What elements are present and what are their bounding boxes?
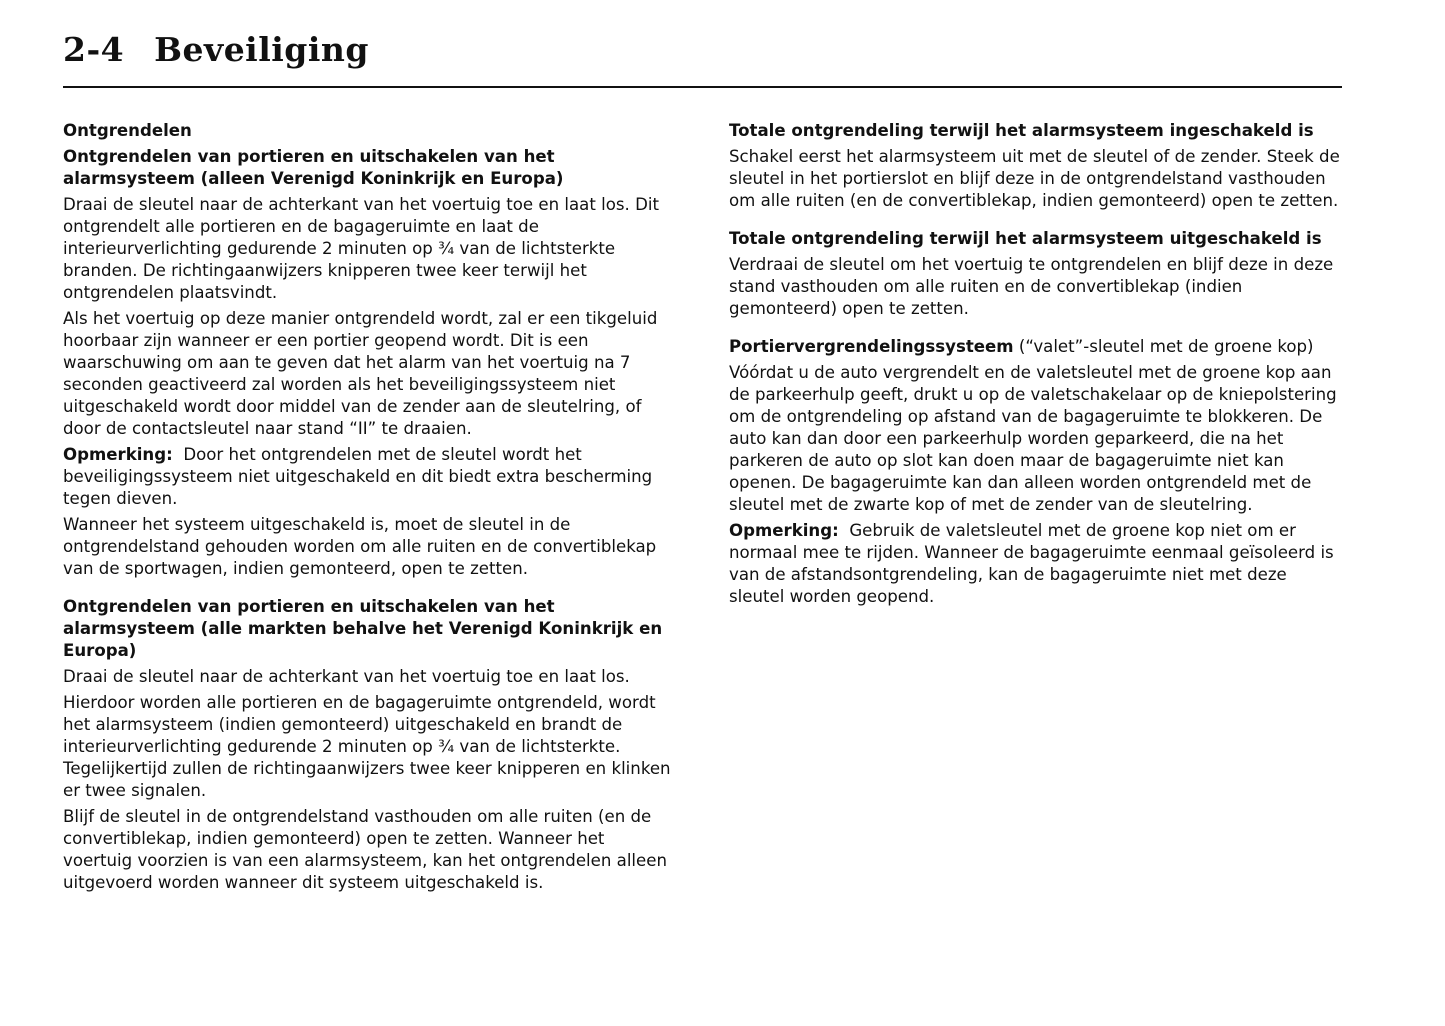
note xyxy=(729,520,1343,608)
paragraph: Draai de sleutel naar de achterkant van het voertuig toe en laat los. Dit ontgrendelt alle portieren en de bagageruimte en laat de interieurverlichting gedurende 2 minuten op ¾ van de lichtsterkte branden. De richtingaanwijzers knipperen twee keer terwijl het ontgrendelen plaatsvindt. xyxy=(63,195,659,302)
paragraph: Blijf de sleutel in de ontgrendelstand vasthouden om alle ruiten (en de convertiblekap, indien gemonteerd) open te zetten. Wanneer het voertuig voorzien is van een alarmsysteem, kan het ontgrendelen alleen uitgevoerd worden wanneer dit systeem uitgeschakeld is. xyxy=(63,807,667,892)
valet-heading: Portiervergrendelingssysteem xyxy=(729,337,1014,356)
section-title: Beveiliging xyxy=(154,30,369,69)
heading-ontgrendelen: Ontgrendelen xyxy=(63,121,192,140)
section-number: 2-4 xyxy=(63,30,125,69)
paragraph: Vóórdat u de auto vergrendelt en de valetsleutel met de groene kop aan de parkeerhulp geeft, drukt u op de valetschakelaar op de kniepolstering om de ontgrendeling op afstand van de bagageruimte te blokkeren. De auto kan dan door een parkeerhulp worden geparkeerd, die na het parkeren de auto op slot kan doen maar de bagageruimte niet kan openen. De bagageruimte kan dan alleen worden ontgrendeld met de sleutel met de zwarte kop of met de zender van de sleutelring. xyxy=(729,363,1337,514)
note xyxy=(63,444,677,510)
note-label: Opmerking: xyxy=(729,521,839,540)
note-label: Opmerking: xyxy=(63,445,173,464)
page-title xyxy=(63,30,369,69)
note-text: Door het ontgrendelen met de sleutel wordt het beveiligingssysteem niet uitgeschakeld en dit biedt extra bescherming tegen dieven. xyxy=(63,445,653,508)
paragraph: Hierdoor worden alle portieren en de bagageruimte ontgrendeld, wordt het alarmsysteem (indien gemonteerd) uitgeschakeld en brandt de interieurverlichting gedurende 2 minuten op ¾ van de lichtsterkte. Tegelijkertijd zullen de richtingaanwijzers twee keer knipperen en klinken er twee signalen. xyxy=(63,693,671,800)
paragraph: Draai de sleutel naar de achterkant van het voertuig toe en laat los. xyxy=(63,667,630,686)
paragraph: Als het voertuig op deze manier ontgrendeld wordt, zal er een tikgeluid hoorbaar zijn wanneer er een portier geopend wordt. Dit is een waarschuwing om aan te geven dat het alarm van het voertuig na 7 seconden geactiveerd zal worden als het beveiligingssysteem niet uitgeschakeld wordt door middel van de zender aan de sleutelring, of door de contactsleutel naar stand “II” te draaien. xyxy=(63,309,658,438)
note-text: Gebruik de valetsleutel met de groene kop niet om er normaal mee te rijden. Wanneer de bagageruimte eenmaal geïsoleerd is van de afstandsontgrendeling, kan de bagageruimte niet met deze sleutel worden geopend. xyxy=(729,521,1334,606)
subheading-other-markets: Ontgrendelen van portieren en uitschakelen van het alarmsysteem (alle markten behalve het Verenigd Koninkrijk en Europa) xyxy=(63,597,663,660)
right-column xyxy=(729,120,1343,612)
paragraph: Schakel eerst het alarmsysteem uit met de sleutel of de zender. Steek de sleutel in het portierslot en blijf deze in de ontgrendelstand vasthouden om alle ruiten (en de convertiblekap, indien gemonteerd) open te zetten. xyxy=(729,147,1340,210)
left-column xyxy=(63,120,677,898)
subheading-uk-europe: Ontgrendelen van portieren en uitschakelen van het alarmsysteem (alleen Verenigd Koninkrijk en Europa) xyxy=(63,147,564,188)
paragraph: Verdraai de sleutel om het voertuig te ontgrendelen en blijf deze in deze stand vasthouden om alle ruiten en de convertiblekap (indien gemonteerd) open te zetten. xyxy=(729,255,1334,318)
header-rule xyxy=(63,86,1342,88)
valet-heading-suffix: (“valet”-sleutel met de groene kop) xyxy=(1013,337,1314,356)
subheading-alarm-on: Totale ontgrendeling terwijl het alarmsysteem ingeschakeld is xyxy=(729,121,1314,140)
subheading-valet xyxy=(729,336,1343,358)
subheading-alarm-off: Totale ontgrendeling terwijl het alarmsysteem uitgeschakeld is xyxy=(729,229,1322,248)
paragraph: Wanneer het systeem uitgeschakeld is, moet de sleutel in de ontgrendelstand gehouden worden om alle ruiten en de convertiblekap van de sportwagen, indien gemonteerd, open te zetten. xyxy=(63,515,657,578)
